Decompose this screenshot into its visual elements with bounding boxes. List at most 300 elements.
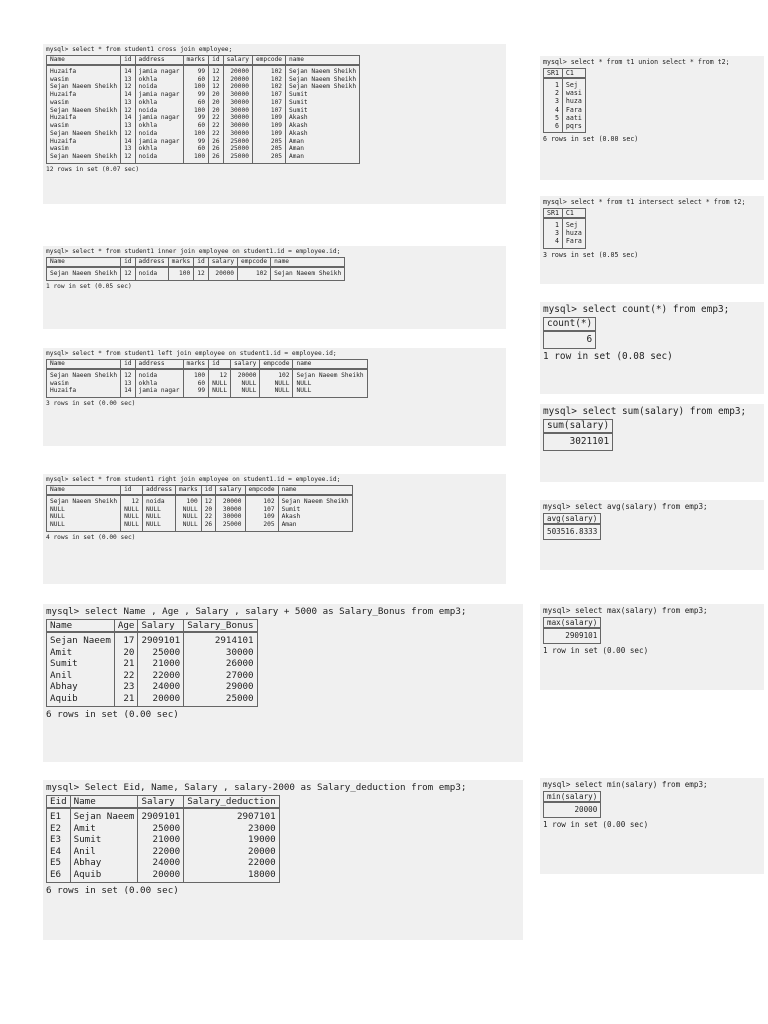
table-cell: Aman — [286, 145, 360, 153]
table-cell: 20000 — [544, 802, 601, 817]
table-cell: noida — [135, 130, 183, 138]
table-cell: NULL — [231, 380, 260, 388]
table-row — [47, 808, 280, 823]
table-cell: 30000 — [223, 107, 252, 115]
table-cell: NULL — [121, 513, 143, 521]
table-cell: Sejan Naeem Sheikh — [286, 65, 360, 76]
table-cell: 12 — [209, 83, 223, 91]
table-row — [544, 97, 586, 105]
table-cell: 3021101 — [544, 433, 613, 450]
table-cell: Sejan Naeem Sheikh — [271, 267, 345, 280]
table-cell: 30000 — [216, 506, 245, 514]
table-row — [47, 681, 258, 693]
table-cell: 20 — [114, 647, 138, 659]
table-cell: 14 — [121, 114, 135, 122]
table-cell: 109 — [245, 513, 278, 521]
result-footer: 3 rows in set (0.00 sec) — [46, 400, 136, 408]
table-cell: 26 — [209, 138, 223, 146]
table-header-row — [544, 513, 601, 524]
table-row — [544, 89, 586, 97]
column-header: id — [121, 360, 135, 369]
table-cell: 17 — [114, 632, 138, 647]
table-cell: 107 — [245, 506, 278, 514]
table-cell: wasim — [47, 76, 121, 84]
result-table — [543, 617, 601, 644]
table-cell: 26 — [209, 145, 223, 153]
column-header: SR1 — [544, 208, 563, 218]
table-cell: 6 — [544, 122, 563, 133]
table-cell: 109 — [252, 122, 285, 130]
table-cell: noida — [135, 83, 183, 91]
table-cell: 14 — [121, 138, 135, 146]
table-cell: 24000 — [138, 681, 184, 693]
table-row — [47, 632, 258, 647]
table-cell: 2909101 — [544, 628, 601, 643]
table-cell: 102 — [252, 83, 285, 91]
table-cell: 30000 — [216, 513, 245, 521]
table-cell: 12 — [194, 267, 208, 280]
table-cell: NULL — [209, 380, 231, 388]
column-header: id — [121, 258, 135, 267]
column-header: Name — [47, 619, 115, 632]
table-cell: 27000 — [184, 670, 257, 682]
table-cell: okhla — [135, 122, 183, 130]
sql-command: mysql> select avg(salary) from emp3; — [543, 502, 708, 511]
result-table — [543, 208, 586, 249]
result-footer: 4 rows in set (0.00 sec) — [46, 533, 136, 541]
table-row — [47, 387, 368, 397]
table-cell: 20 — [209, 91, 223, 99]
table-cell: pqrs — [562, 122, 585, 133]
table-cell: E3 — [47, 834, 71, 846]
column-header: marks — [183, 360, 209, 369]
table-row — [47, 65, 360, 76]
column-header: id — [201, 486, 215, 495]
table-row — [47, 107, 360, 115]
result-footer: 3 rows in set (0.05 sec) — [543, 250, 639, 259]
table-row — [47, 267, 345, 280]
result-footer: 1 row in set (0.00 sec) — [543, 819, 649, 829]
column-header: name — [271, 258, 345, 267]
table-cell: Sejan Naeem Sheikh — [47, 495, 121, 506]
table-cell: 60 — [183, 99, 209, 107]
column-header: count(*) — [544, 318, 596, 331]
sql-command: mysql> select * from student1 left join employee on student1.id = employee.id; — [46, 350, 337, 357]
column-header: Name — [47, 258, 121, 267]
table-cell: 12 — [121, 130, 135, 138]
table-cell: 12 — [121, 107, 135, 115]
column-header: empcode — [238, 258, 271, 267]
max-result — [540, 604, 764, 690]
table-cell: Akash — [286, 114, 360, 122]
table-cell: 23 — [114, 681, 138, 693]
table-cell: 503516.8333 — [544, 524, 601, 539]
result-table — [46, 485, 353, 532]
table-cell: Aman — [286, 153, 360, 163]
table-cell: 30000 — [223, 122, 252, 130]
table-cell: 13 — [121, 76, 135, 84]
table-cell: 109 — [252, 130, 285, 138]
table-cell: 60 — [183, 122, 209, 130]
table-cell: 5 — [544, 114, 563, 122]
table-cell: Huzaifa — [47, 387, 121, 397]
table-row — [47, 495, 353, 506]
sql-command: mysql> select * from student1 inner join employee on student1.id = employee.id; — [46, 248, 341, 255]
table-cell: Sejan Naeem Sheikh — [47, 153, 121, 163]
table-cell: 26 — [209, 153, 223, 163]
table-cell: 100 — [183, 369, 209, 380]
sql-command: mysql> select Name , Age , Salary , salary + 5000 as Salary_Bonus from emp3; — [46, 606, 467, 617]
table-header-row — [47, 619, 258, 632]
column-header: name — [286, 56, 360, 65]
table-cell: Anil — [47, 670, 115, 682]
table-cell: Abhay — [70, 857, 138, 869]
table-cell: NULL — [121, 521, 143, 531]
table-cell: E2 — [47, 823, 71, 835]
table-cell: noida — [135, 153, 183, 163]
table-cell: 100 — [183, 83, 209, 91]
table-row — [47, 145, 360, 153]
column-header: id — [121, 56, 135, 65]
table-cell: 21000 — [138, 658, 184, 670]
table-cell: 20000 — [231, 369, 260, 380]
table-cell: NULL — [176, 506, 202, 514]
column-header: Name — [47, 486, 121, 495]
table-cell: 25000 — [138, 647, 184, 659]
table-row — [47, 846, 280, 858]
table-row — [544, 122, 586, 133]
column-header: avg(salary) — [544, 513, 601, 524]
table-cell: 12 — [201, 495, 215, 506]
result-footer: 1 row in set (0.08 sec) — [543, 350, 673, 362]
result-table — [543, 791, 601, 818]
table-cell: 12 — [209, 76, 223, 84]
table-cell: jamia nagar — [135, 387, 183, 397]
result-footer: 6 rows in set (0.00 sec) — [46, 885, 179, 897]
table-cell: 2907101 — [184, 808, 280, 823]
column-header: address — [135, 360, 183, 369]
column-header: Salary — [138, 795, 184, 808]
table-row — [47, 153, 360, 163]
left-join-result — [43, 348, 506, 446]
table-cell: Sej — [562, 78, 585, 89]
table-cell: 6 — [544, 331, 596, 348]
table-row — [47, 83, 360, 91]
table-cell: 20 — [209, 99, 223, 107]
table-header-row — [544, 318, 596, 331]
table-cell: Akash — [278, 513, 352, 521]
column-header: name — [278, 486, 352, 495]
table-cell: 21000 — [138, 834, 184, 846]
column-header: address — [142, 486, 175, 495]
table-cell: 100 — [183, 153, 209, 163]
intersect-result — [540, 196, 764, 284]
table-cell: 20000 — [138, 869, 184, 883]
table-cell: NULL — [47, 506, 121, 514]
table-cell: 205 — [252, 153, 285, 163]
table-header-row — [544, 791, 601, 802]
column-header: Name — [47, 56, 121, 65]
table-cell: Akash — [286, 122, 360, 130]
table-cell: NULL — [260, 380, 293, 388]
table-cell: huza — [562, 229, 585, 237]
table-cell: 25000 — [223, 153, 252, 163]
table-cell: wasim — [47, 145, 121, 153]
table-row — [47, 380, 368, 388]
right-join-result — [43, 474, 506, 584]
column-header: max(salary) — [544, 617, 601, 628]
table-cell: huza — [562, 97, 585, 105]
table-header-row — [47, 486, 353, 495]
result-footer: 12 rows in set (0.07 sec) — [46, 165, 140, 173]
result-table — [46, 257, 345, 281]
table-row — [47, 521, 353, 531]
table-header-row — [47, 258, 345, 267]
table-cell: 205 — [252, 145, 285, 153]
table-row — [47, 823, 280, 835]
table-cell: 13 — [121, 99, 135, 107]
column-header: address — [135, 56, 183, 65]
table-cell: Sejan Naeem — [70, 808, 138, 823]
table-cell: E6 — [47, 869, 71, 883]
table-cell: NULL — [142, 506, 175, 514]
min-result — [540, 778, 764, 874]
table-cell: 109 — [252, 114, 285, 122]
table-cell: noida — [135, 267, 168, 280]
table-cell: 30000 — [223, 130, 252, 138]
table-cell: 20000 — [184, 846, 280, 858]
table-cell: NULL — [142, 513, 175, 521]
table-row — [47, 693, 258, 707]
table-row — [47, 857, 280, 869]
table-cell: 100 — [168, 267, 194, 280]
sql-command: mysql> select sum(salary) from emp3; — [543, 406, 747, 417]
table-cell: NULL — [176, 513, 202, 521]
table-cell: 29000 — [184, 681, 257, 693]
table-cell: jamia nagar — [135, 65, 183, 76]
table-cell: aati — [562, 114, 585, 122]
table-cell: 99 — [183, 138, 209, 146]
table-row — [544, 229, 586, 237]
table-cell: 19000 — [184, 834, 280, 846]
table-cell: okhla — [135, 99, 183, 107]
table-cell: 107 — [252, 99, 285, 107]
table-row — [47, 670, 258, 682]
table-cell: Sejan Naeem Sheikh — [47, 267, 121, 280]
table-cell: Huzaifa — [47, 114, 121, 122]
table-cell: Sumit — [286, 91, 360, 99]
table-cell: 2909101 — [138, 808, 184, 823]
table-header-row — [47, 360, 368, 369]
table-cell: 21 — [114, 658, 138, 670]
table-cell: 22 — [209, 130, 223, 138]
table-cell: 107 — [252, 91, 285, 99]
result-table — [543, 513, 601, 540]
result-table — [543, 68, 586, 134]
column-header: C1 — [562, 208, 585, 218]
union-result — [540, 56, 764, 180]
table-header-row — [47, 56, 360, 65]
table-cell: 3 — [544, 97, 563, 105]
table-cell: Sejan Naeem Sheikh — [47, 107, 121, 115]
table-cell: 18000 — [184, 869, 280, 883]
table-cell: Amit — [70, 823, 138, 835]
table-cell: Sumit — [70, 834, 138, 846]
table-cell: 25000 — [223, 138, 252, 146]
table-header-row — [544, 420, 613, 433]
column-header: empcode — [260, 360, 293, 369]
table-cell: NULL — [176, 521, 202, 531]
table-cell: 22000 — [138, 670, 184, 682]
table-cell: Huzaifa — [47, 65, 121, 76]
result-footer: 1 row in set (0.05 sec) — [46, 282, 132, 290]
table-cell: 20 — [209, 107, 223, 115]
column-header: Age — [114, 619, 138, 632]
column-header: empcode — [245, 486, 278, 495]
column-header: id — [209, 360, 231, 369]
inner-join-result — [43, 246, 506, 329]
column-header: Salary_Bonus — [184, 619, 257, 632]
table-row — [544, 433, 613, 450]
table-cell: Aquib — [47, 693, 115, 707]
table-cell: 1 — [544, 78, 563, 89]
table-cell: Aman — [286, 138, 360, 146]
column-header: Salary — [138, 619, 184, 632]
table-cell: 12 — [121, 153, 135, 163]
column-header: id — [194, 258, 208, 267]
table-cell: 24000 — [138, 857, 184, 869]
table-row — [47, 99, 360, 107]
table-cell: 102 — [238, 267, 271, 280]
table-row — [47, 369, 368, 380]
table-cell: NULL — [293, 380, 367, 388]
table-cell: 22 — [114, 670, 138, 682]
table-cell: E4 — [47, 846, 71, 858]
table-cell: Sejan Naeem Sheikh — [286, 76, 360, 84]
table-cell: wasim — [47, 122, 121, 130]
sql-command: mysql> select max(salary) from emp3; — [543, 606, 708, 615]
table-cell: noida — [142, 495, 175, 506]
table-cell: jamia nagar — [135, 91, 183, 99]
table-cell: 26000 — [184, 658, 257, 670]
column-header: C1 — [562, 68, 585, 78]
table-cell: NULL — [293, 387, 367, 397]
table-cell: 22000 — [184, 857, 280, 869]
table-row — [47, 76, 360, 84]
table-cell: 99 — [183, 91, 209, 99]
result-table — [46, 55, 360, 164]
table-cell: 12 — [121, 369, 135, 380]
table-cell: 22000 — [138, 846, 184, 858]
table-cell: 20000 — [223, 83, 252, 91]
result-table — [543, 419, 613, 451]
result-table — [543, 317, 596, 349]
table-cell: 30000 — [223, 91, 252, 99]
table-cell: 30000 — [184, 647, 257, 659]
table-cell: 102 — [252, 76, 285, 84]
table-cell: 30000 — [223, 114, 252, 122]
column-header: marks — [176, 486, 202, 495]
table-cell: 20000 — [223, 76, 252, 84]
sql-command: mysql> select * from t1 union select * from t2; — [543, 58, 730, 66]
table-cell: 4 — [544, 237, 563, 248]
table-cell: okhla — [135, 145, 183, 153]
table-cell: Sejan Naeem Sheikh — [47, 369, 121, 380]
table-cell: Sejan Naeem Sheikh — [286, 83, 360, 91]
table-cell: noida — [135, 107, 183, 115]
table-row — [47, 114, 360, 122]
table-cell: 25000 — [216, 521, 245, 531]
sum-result — [540, 404, 764, 482]
table-cell: noida — [135, 369, 183, 380]
table-row — [47, 130, 360, 138]
salary-deduction-result — [43, 780, 523, 940]
table-cell: 2914101 — [184, 632, 257, 647]
table-row — [544, 802, 601, 817]
table-cell: 99 — [183, 387, 209, 397]
table-cell: E5 — [47, 857, 71, 869]
table-cell: 102 — [252, 65, 285, 76]
result-table — [46, 795, 280, 884]
table-row — [544, 331, 596, 348]
table-cell: NULL — [209, 387, 231, 397]
table-cell: 22 — [209, 122, 223, 130]
table-cell: Sej — [562, 218, 585, 229]
table-header-row — [544, 208, 586, 218]
table-cell: 100 — [176, 495, 202, 506]
table-cell: Sumit — [286, 99, 360, 107]
table-row — [47, 138, 360, 146]
table-cell: NULL — [231, 387, 260, 397]
table-header-row — [544, 68, 586, 78]
table-cell: Huzaifa — [47, 91, 121, 99]
table-cell: 12 — [121, 495, 143, 506]
table-cell: 60 — [183, 145, 209, 153]
table-cell: Fara — [562, 106, 585, 114]
table-cell: E1 — [47, 808, 71, 823]
table-cell: 100 — [183, 107, 209, 115]
sql-command: mysql> Select Eid, Name, Salary , salary-2000 as Salary_deduction from emp3; — [46, 782, 467, 793]
sql-command: mysql> select * from student1 right join employee on student1.id = employee.id; — [46, 476, 341, 483]
column-header: id — [209, 56, 223, 65]
table-cell: 20000 — [138, 693, 184, 707]
table-cell: okhla — [135, 76, 183, 84]
table-cell: NULL — [47, 521, 121, 531]
table-cell: Sejan Naeem Sheikh — [47, 130, 121, 138]
table-cell: 99 — [183, 114, 209, 122]
count-result — [540, 302, 764, 394]
table-cell: 25000 — [223, 145, 252, 153]
table-cell: Anil — [70, 846, 138, 858]
table-row — [544, 106, 586, 114]
table-row — [47, 834, 280, 846]
table-cell: 1 — [544, 218, 563, 229]
table-cell: Sumit — [47, 658, 115, 670]
table-cell: NULL — [47, 513, 121, 521]
table-cell: Abhay — [47, 681, 115, 693]
table-cell: wasim — [47, 99, 121, 107]
table-cell: 13 — [121, 380, 135, 388]
column-header: empcode — [252, 56, 285, 65]
table-cell: Sejan Naeem — [47, 632, 115, 647]
table-cell: Fara — [562, 237, 585, 248]
table-row — [544, 524, 601, 539]
table-row — [544, 628, 601, 643]
column-header: Eid — [47, 795, 71, 808]
table-cell: 26 — [201, 521, 215, 531]
table-row — [47, 647, 258, 659]
table-cell: Sejan Naeem Sheikh — [47, 83, 121, 91]
